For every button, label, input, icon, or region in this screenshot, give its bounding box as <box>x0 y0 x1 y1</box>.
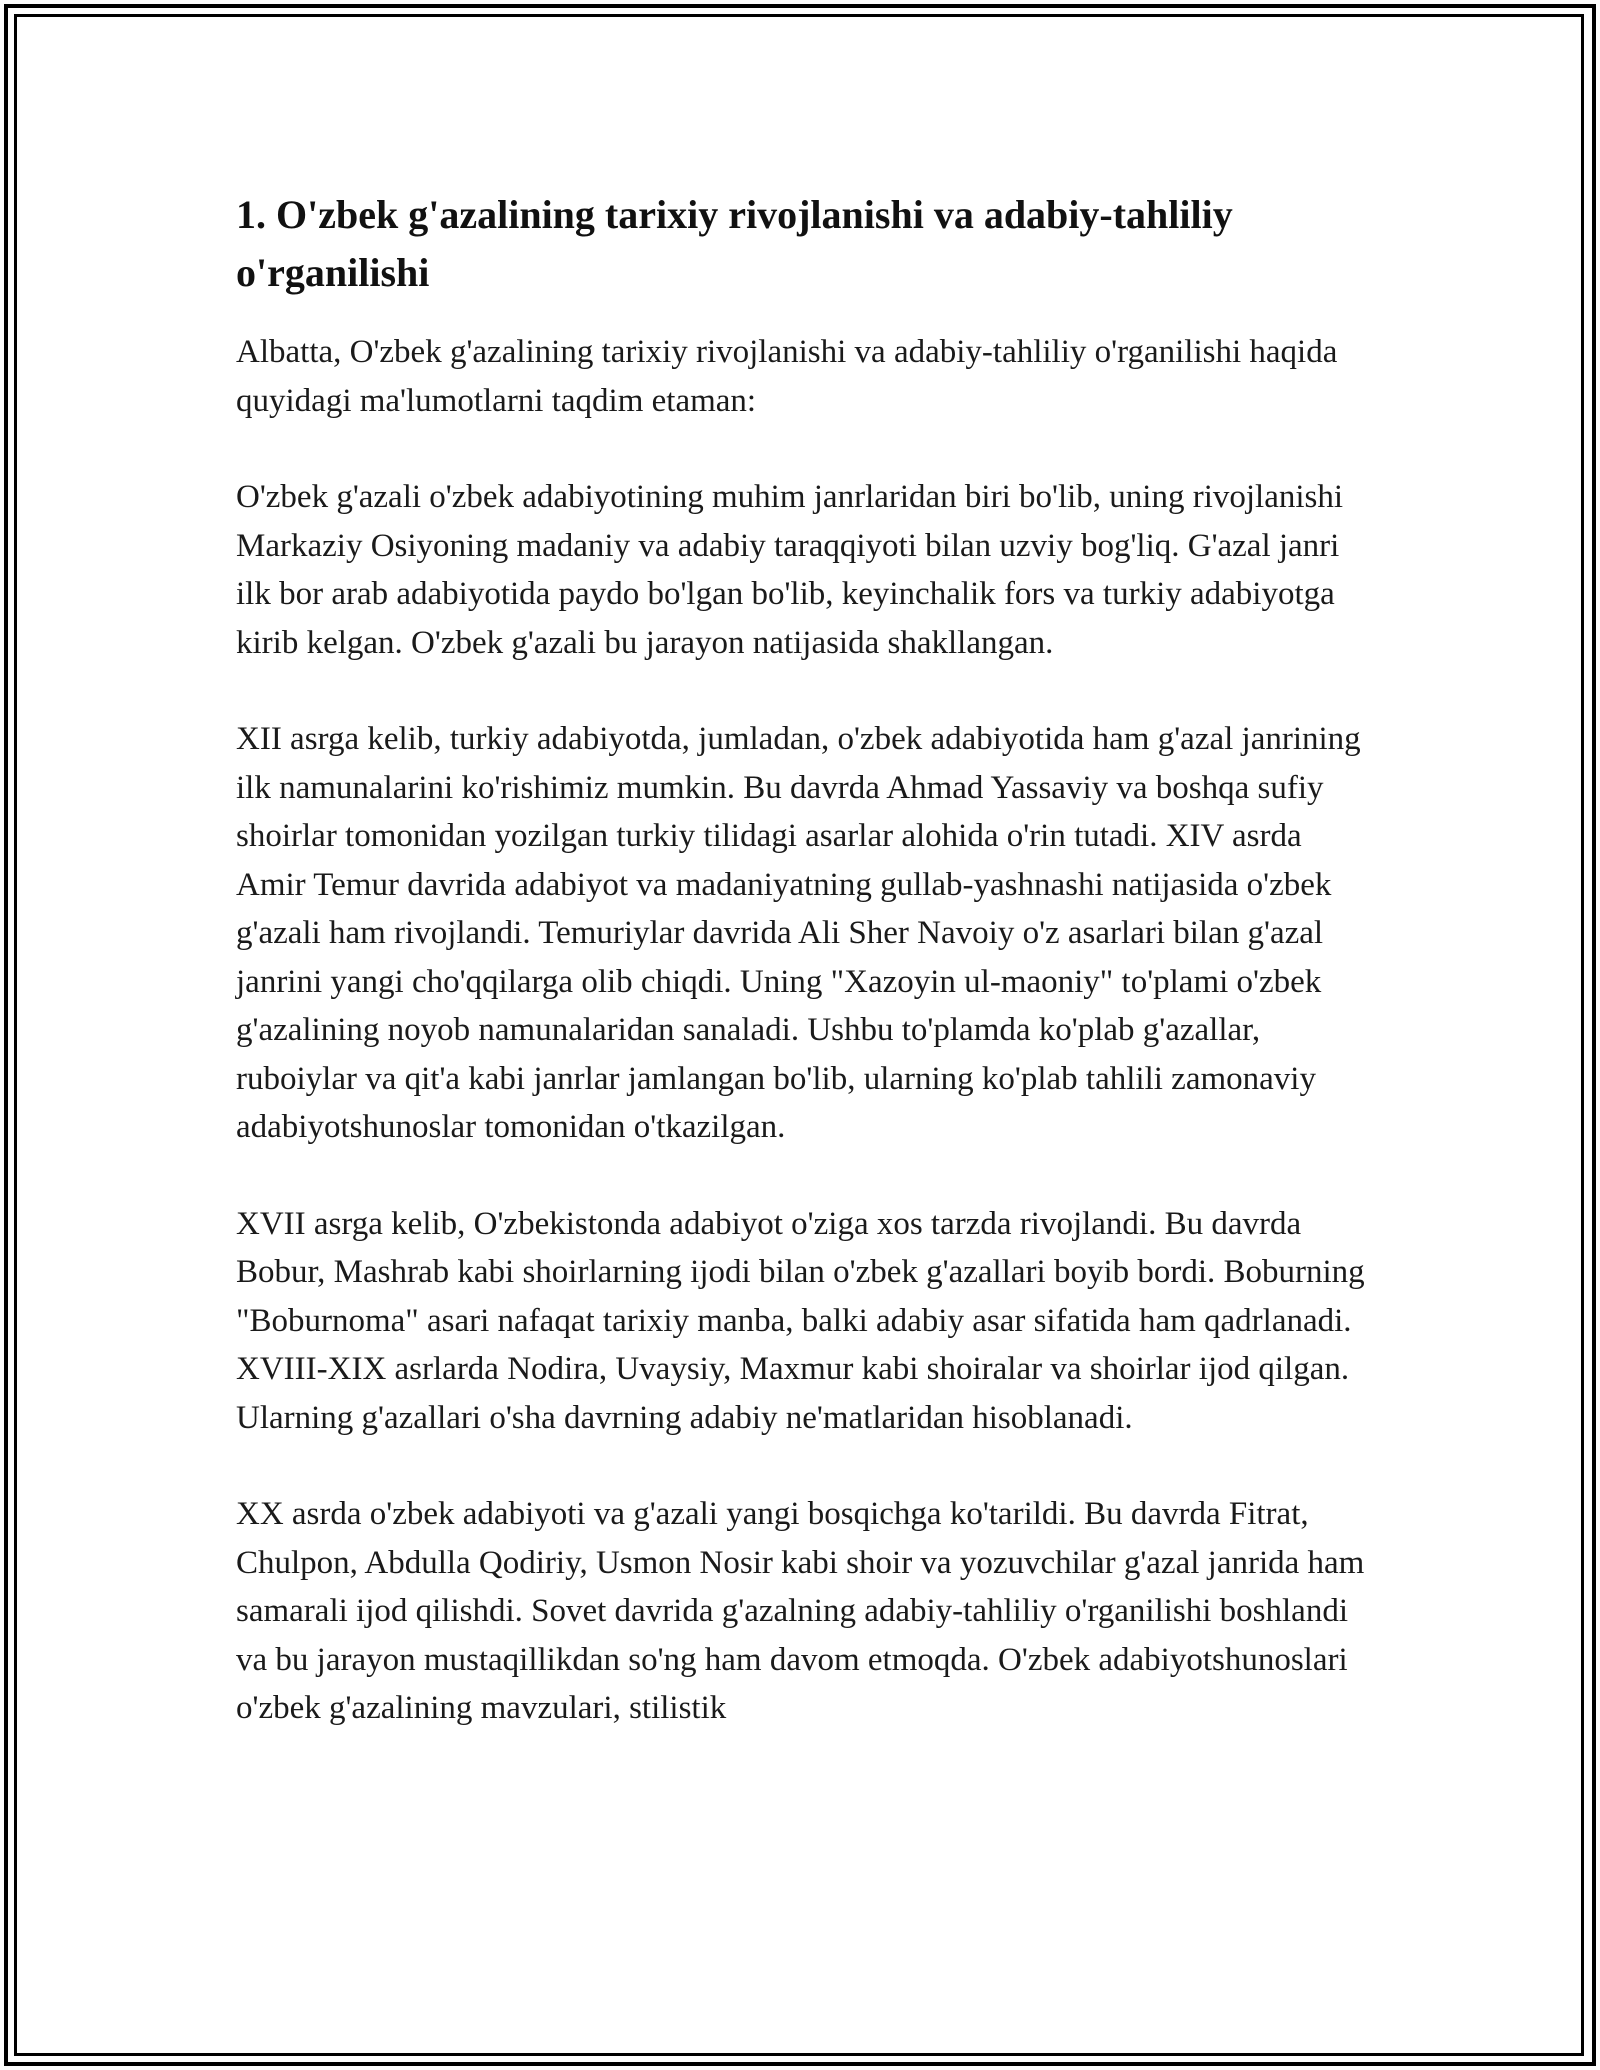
paragraph-origins: O'zbek g'azali o'zbek adabiyotining muhim janrlaridan biri bo'lib, uning rivojlanishi Markaziy Osiyoning madaniy va adabiy taraqqiyoti bilan uzviy bog'liq. G'azal janri ilk bor arab adabiyotida paydo bo'lgan bo'lib, keyinchalik fors va turkiy adabiyotga kirib kelgan. O'zbek g'azali bu jarayon natijasida shakllangan. <box>236 479 1344 661</box>
paragraph-xii-xiv-century: XII asrga kelib, turkiy adabiyotda, jumladan, o'zbek adabiyotida ham g'azal janrining ilk namunalarini ko'rishimiz mumkin. Bu davrda Ahmad Yassaviy va boshqa sufiy shoirlar tomonidan yozilgan turkiy tilidagi asarlar alohida o'rin tutadi. XIV asrda Amir Temur davrida adabiyot va madaniyatning gullab-yashnashi natijasida o'zbek g'azali ham rivojlandi. Temuriylar davrida Ali Sher Navoiy o'z asarlari bilan g'azal janrini yangi cho'qqilarga olib chiqdi. Uning "Xazoyin ul-maoniy" to'plami o'zbek g'azalining noyob namunalaridan sanaladi. Ushbu to'plamda ko'plab g'azallar, ruboiylar va qit'a kabi janrlar jamlangan bo'lib, ularning ko'plab tahlili zamonaviy adabiyotshunoslar tomonidan o'tkazilgan. <box>236 721 1361 1145</box>
paragraph-xvii-xix-century: XVII asrga kelib, O'zbekistonda adabiyot o'ziga xos tarzda rivojlandi. Bu davrda Bobur, Mashrab kabi shoirlarning ijodi bilan o'zbek g'azallari boyib bordi. Boburning "Boburnoma" asari nafaqat tarixiy manba, balki adabiy asar sifatida ham qadrlanadi. XVIII-XIX asrlarda Nodira, Uvaysiy, Maxmur kabi shoiralar va shoirlar ijod qilgan. Ularning g'azallari o'sha davrning adabiy ne'matlaridan hisoblanadi. <box>236 1205 1365 1436</box>
paragraph-intro: Albatta, O'zbek g'azalining tarixiy rivojlanishi va adabiy-tahliliy o'rganilishi haqida quyidagi ma'lumotlarni taqdim etaman: <box>236 334 1338 419</box>
paragraph-xx-century: XX asrda o'zbek adabiyoti va g'azali yangi bosqichga ko'tarildi. Bu davrda Fitrat, Chulpon, Abdulla Qodiriy, Usmon Nosir kabi shoir va yozuvchilar g'azal janrida ham samarali ijod qilishdi. Sovet davrida g'azalning adabiy-tahliliy o'rganilishi boshlandi va bu jarayon mustaqillikdan so'ng ham davom etmoqda. O'zbek adabiyotshunoslari o'zbek g'azalining mavzulari, stilistik <box>236 1496 1365 1726</box>
section-title: 1. O'zbek g'azalining tarixiy rivojlanishi va adabiy-tahliliy o'rganilishi <box>236 192 1233 295</box>
document-body <box>236 186 1366 1781</box>
